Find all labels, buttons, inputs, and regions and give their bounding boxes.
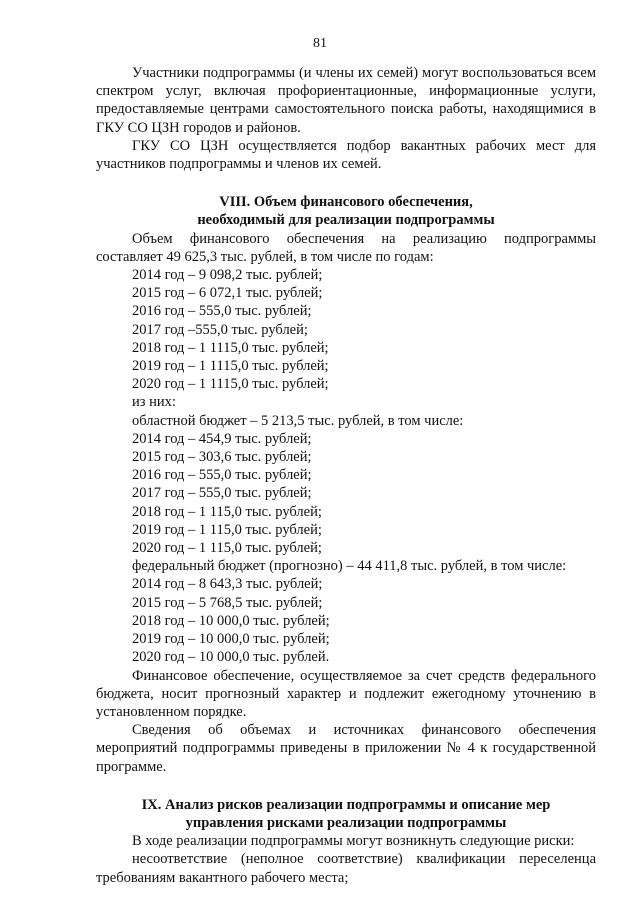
federal-year-line: 2019 год – 10 000,0 тыс. рублей;	[132, 631, 330, 648]
funding-year-line: 2020 год – 1 1115,0 тыс. рублей;	[132, 376, 329, 393]
regional-budget-line: областной бюджет – 5 213,5 тыс. рублей, в том числе:	[132, 412, 464, 429]
regional-year-line: 2017 год – 555,0 тыс. рублей;	[132, 485, 312, 502]
funding-year-line: 2018 год – 1 1115,0 тыс. рублей;	[132, 339, 329, 356]
federal-budget-line: федеральный бюджет (прогнозно) – 44 411,8 тыс. рублей, в том числе:	[132, 558, 567, 575]
paragraph-vacancy-selection: ГКУ СО ЦЗН осуществляется подбор вакантных рабочих мест для участников подпрограммы и членов их семей.	[96, 137, 596, 173]
regional-year-line: 2019 год – 1 115,0 тыс. рублей;	[132, 521, 322, 538]
regional-year-line: 2015 год – 303,6 тыс. рублей;	[132, 449, 312, 466]
regional-year-line: 2014 год – 454,9 тыс. рублей;	[132, 430, 312, 447]
funding-year-line: 2015 год – 6 072,1 тыс. рублей;	[132, 285, 323, 302]
page-number: 81	[313, 36, 327, 51]
regional-year-line: 2018 год – 1 115,0 тыс. рублей;	[132, 503, 322, 520]
section-9-heading-line2: управления рисками реализации подпрограммы	[185, 814, 507, 831]
paragraph-funding-total: Объем финансового обеспечения на реализацию подпрограммы составляет 49 625,3 тыс. рублей, в том числе по годам:	[96, 230, 596, 265]
paragraph-risk-qualification: несоответствие (неполное соответствие) квалификации переселенца требованиям вакантного рабочего места;	[96, 851, 596, 886]
paragraph-federal-note: Финансовое обеспечение, осуществляемое за счет средств федерального бюджета, носит прогнозный характер и подлежит ежегодному уточнению в установленном порядке.	[96, 667, 596, 720]
federal-year-line: 2015 год – 5 768,5 тыс. рублей;	[132, 594, 323, 611]
paragraph-annex-reference: Сведения об объемах и источниках финансового обеспечения мероприятий подпрограммы приведены в приложении № 4 к государственной программе.	[96, 722, 596, 775]
funding-year-line: 2014 год – 9 098,2 тыс. рублей;	[132, 267, 323, 284]
funding-year-line: 2016 год – 555,0 тыс. рублей;	[132, 303, 312, 320]
federal-year-line: 2020 год – 10 000,0 тыс. рублей.	[132, 649, 330, 666]
section-8-heading-line2: необходимый для реализации подпрограммы	[197, 212, 495, 229]
regional-year-line: 2020 год – 1 115,0 тыс. рублей;	[132, 540, 322, 557]
funding-year-line: 2017 год –555,0 тыс. рублей;	[132, 321, 308, 338]
regional-year-line: 2016 год – 555,0 тыс. рублей;	[132, 467, 312, 484]
section-9-heading-line1: IX. Анализ рисков реализации подпрограммы и описание мер	[141, 796, 551, 813]
federal-year-line: 2014 год – 8 643,3 тыс. рублей;	[132, 576, 323, 593]
federal-year-line: 2018 год – 10 000,0 тыс. рублей;	[132, 612, 330, 629]
section-8-heading-line1: VIII. Объем финансового обеспечения,	[219, 194, 473, 211]
of-them-label: из них:	[132, 394, 176, 411]
document-body	[96, 64, 596, 887]
paragraph-risks-intro: В ходе реализации подпрограммы могут возникнуть следующие риски:	[132, 833, 575, 850]
paragraph-participants-services: Участники подпрограммы (и члены их семей) могут воспользоваться всем спектром услуг, включая профориентационные, информационные услуги, предоставляемые центрами самостоятельного поиска работы, находящимися в ГКУ СО ЦЗН городов и районов.	[96, 65, 596, 136]
funding-year-line: 2019 год – 1 1115,0 тыс. рублей;	[132, 358, 329, 375]
